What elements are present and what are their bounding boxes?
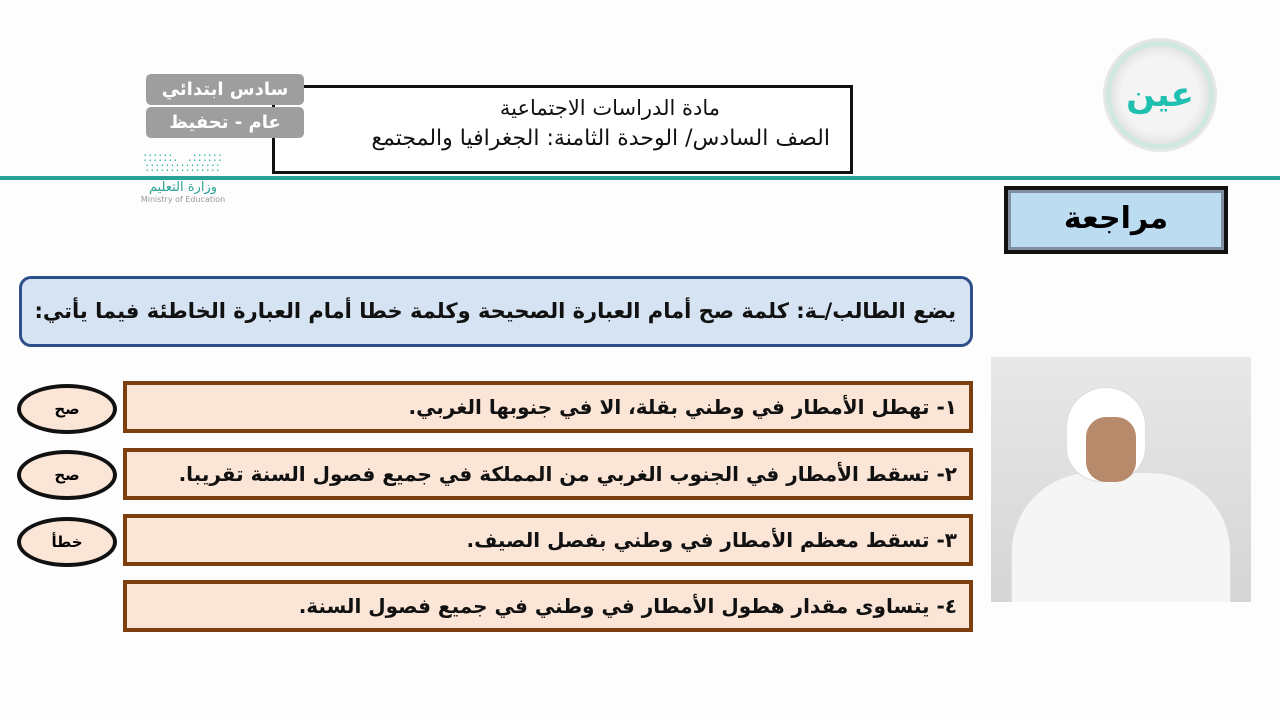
ministry-name-en: Ministry of Education: [140, 195, 226, 204]
logo-dots-icon: ::::::. .:::::: :::::::::::::::: [143, 150, 223, 174]
track-badge: عام - تحفيظ: [146, 107, 304, 138]
statement-2: ٢- تسقط الأمطار في الجنوب الغربي من المملكة في جميع فصول السنة تقريبا.: [123, 448, 973, 500]
interpreter-face: [1086, 417, 1136, 482]
unit-title: الصف السادس/ الوحدة الثامنة: الجغرافيا والمجتمع: [371, 126, 830, 151]
ministry-logo: [108, 152, 258, 224]
answer-oval-3: خطأ: [17, 517, 117, 567]
answer-oval-2: صح: [17, 450, 117, 500]
statement-1: ١- تهطل الأمطار في وطني بقلة، الا في جنوبها الغربي.: [123, 381, 973, 433]
interpreter-body: [1011, 472, 1231, 602]
statement-4: ٤- يتساوى مقدار هطول الأمطار في وطني في جميع فصول السنة.: [123, 580, 973, 632]
ministry-name-ar: وزارة التعليم: [148, 180, 218, 195]
section-title: مراجعة: [1004, 186, 1228, 254]
grade-badge: سادس ابتدائي: [146, 74, 304, 105]
instruction-box: يضع الطالب/ـة: كلمة صح أمام العبارة الصحيحة وكلمة خطا أمام العبارة الخاطئة فيما يأتي:: [19, 276, 973, 347]
channel-logo: عين: [1103, 38, 1217, 152]
title-box: [272, 85, 853, 174]
answer-oval-1: صح: [17, 384, 117, 434]
sign-language-video: [991, 357, 1251, 602]
statement-3: ٣- تسقط معظم الأمطار في وطني بفصل الصيف.: [123, 514, 973, 566]
subject-title: مادة الدراسات الاجتماعية: [499, 96, 720, 120]
